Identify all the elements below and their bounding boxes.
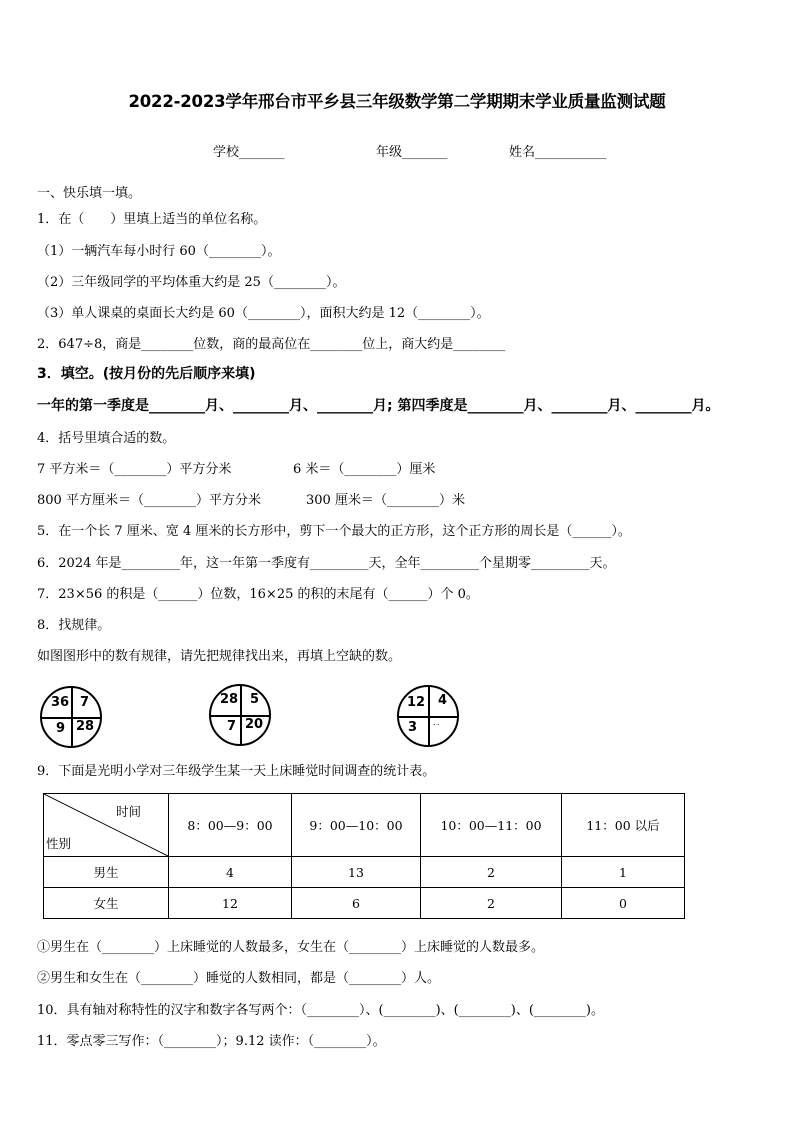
- column-header: 11：00 以后: [562, 794, 685, 857]
- question-1b: （2）三年级同学的平均体重大约是 25（________）。: [37, 275, 346, 290]
- question-10: 10．具有轴对称特性的汉字和数字各写两个：（________）、(________)、(________)、(________)。: [37, 1003, 604, 1018]
- question-4-stem: 4．括号里填合适的数。: [37, 431, 176, 446]
- pattern-circle-1: [40, 686, 102, 748]
- row-label: 男生: [44, 857, 169, 888]
- circle-2-bottom-right: 20: [245, 717, 264, 732]
- question-11: 11．零点零三写作：（________）；9.12 读作：（________）。: [37, 1034, 386, 1049]
- question-8-stem: 8．找规律。: [37, 618, 111, 633]
- question-9b: ②男生和女生在（________）睡觉的人数相同，都是（________）人。: [37, 971, 441, 986]
- circle-1-top-right: 7: [80, 695, 90, 710]
- question-4b: 6 米＝（________）厘米: [293, 462, 436, 477]
- question-9-stem: 9．下面是光明小学对三年级学生某一天上床睡觉时间调查的统计表。: [37, 764, 436, 779]
- page-title: 2022-2023学年邢台市平乡县三年级数学第二学期期末学业质量监测试题: [128, 92, 666, 111]
- table-cell: 12: [169, 888, 292, 919]
- table-cell: 1: [562, 857, 685, 888]
- circle-1-bottom-right: 28: [76, 719, 95, 734]
- corner-label-time: 时间: [116, 804, 142, 819]
- question-1-stem: 1．在（ ）里填上适当的单位名称。: [37, 212, 267, 227]
- circle-2-bottom-left: 7: [227, 719, 237, 734]
- pattern-circle-3: [397, 685, 459, 747]
- circle-1-bottom-left: 9: [56, 721, 66, 736]
- circle-2-top-right: 5: [250, 692, 260, 707]
- table-row: [44, 888, 685, 919]
- question-3-line: 一年的第一季度是________月、________月、________月; 第四季度是________月、________月、________月。: [37, 398, 720, 414]
- question-5: 5．在一个长 7 厘米、宽 4 厘米的长方形中，剪下一个最大的正方形，这个正方形的周长是（______）。: [37, 524, 631, 539]
- table-cell: 0: [562, 888, 685, 919]
- table-cell: 13: [292, 857, 421, 888]
- question-9a: ①男生在（________）上床睡觉的人数最多，女生在（________）上床睡觉的人数最多。: [37, 940, 545, 955]
- question-2: 2．647÷8，商是________位数，商的最高位在________位上，商大约是________: [37, 337, 506, 352]
- sleep-time-table: [43, 793, 685, 919]
- question-1a: （1）一辆汽车每小时行 60（________）。: [37, 244, 281, 259]
- question-7: 7．23×56 的积是（______）位数，16×25 的积的末尾有（______）个 0。: [37, 587, 479, 602]
- question-3-stem: 3．填空。(按月份的先后顺序来填): [37, 366, 256, 382]
- circle-3-top-right: 4: [438, 693, 448, 708]
- table-row: [44, 857, 685, 888]
- question-8-desc: 如图图形中的数有规律，请先把规律找出来，再填上空缺的数。: [37, 649, 402, 664]
- name-field: 姓名___________: [509, 145, 607, 160]
- table-cell: 2: [421, 857, 562, 888]
- table-cell: 4: [169, 857, 292, 888]
- circle-2-top-left: 28: [220, 692, 239, 707]
- column-header: 10：00—11：00: [421, 794, 562, 857]
- column-header: 8：00—9：00: [169, 794, 292, 857]
- question-1c: （3）单人课桌的桌面长大约是 60（________），面积大约是 12（________）。: [37, 306, 490, 321]
- table-corner-cell: [44, 794, 169, 857]
- school-field: 学校_______: [213, 145, 285, 160]
- table-cell: 2: [421, 888, 562, 919]
- question-4d: 300 厘米＝（________）米: [306, 493, 465, 508]
- question-6: 6．2024 年是_________年，这一年第一季度有_________天，全年_________个星期零_________天。: [37, 556, 616, 571]
- row-label: 女生: [44, 888, 169, 919]
- circle-1-top-left: 36: [51, 695, 70, 710]
- corner-label-gender: 性别: [46, 836, 72, 851]
- grade-field: 年级_______: [376, 145, 448, 160]
- question-4c: 800 平方厘米＝（________）平方分米: [37, 493, 261, 508]
- table-cell: 6: [292, 888, 421, 919]
- circle-3-bottom-left: 3: [408, 720, 418, 735]
- column-header: 9：00—10：00: [292, 794, 421, 857]
- question-4a: 7 平方米＝（________）平方分米: [37, 462, 232, 477]
- pattern-circle-2: [209, 684, 271, 746]
- section-heading: 一、快乐填一填。: [37, 186, 142, 201]
- circle-3-top-left: 12: [407, 695, 426, 710]
- circle-3-blank-dots: ．．: [433, 718, 445, 727]
